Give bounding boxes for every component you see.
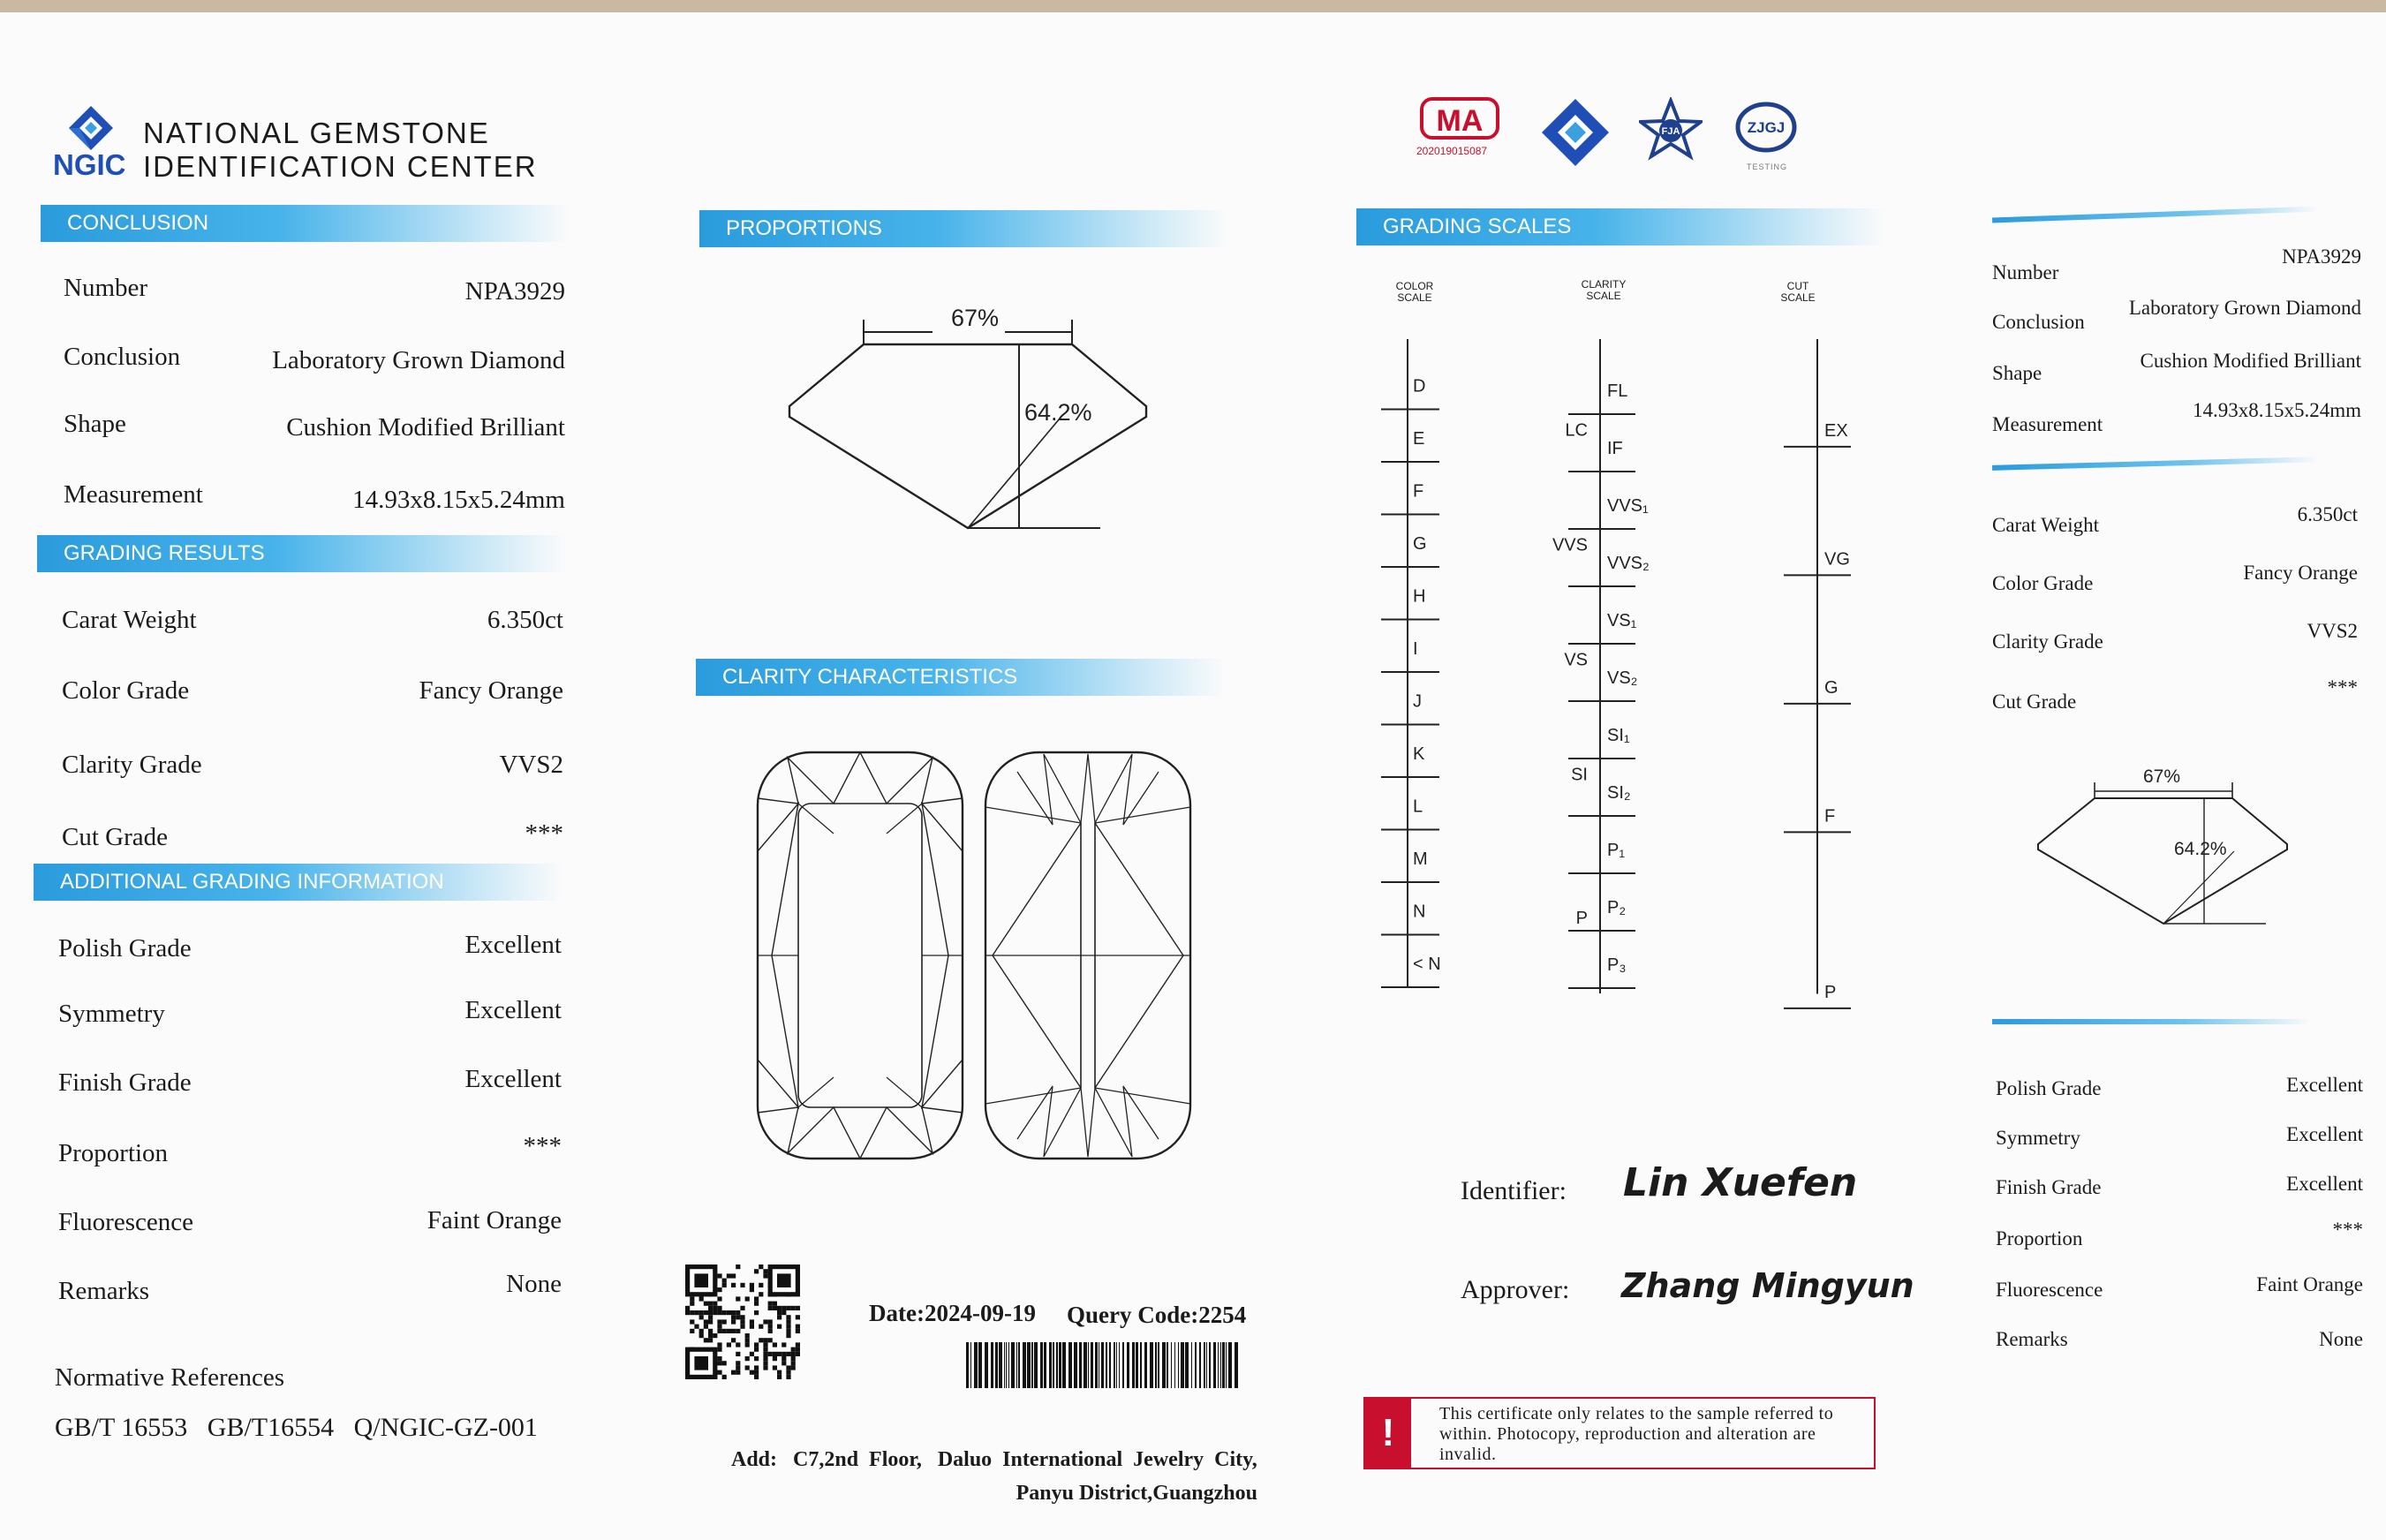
ngic-mark-icon xyxy=(1540,97,1611,168)
grading-label: Carat Weight xyxy=(62,606,197,634)
summary-grade-row xyxy=(1992,503,2358,549)
cut-grade-label: F xyxy=(1824,806,1836,827)
conclusion-row xyxy=(64,480,565,516)
summary-grade-row xyxy=(1992,562,2358,608)
summary-bottom-label: Fluorescence xyxy=(1996,1279,2103,1301)
summary-grade-value: 6.350ct xyxy=(2297,503,2358,525)
grading-label: Color Grade xyxy=(62,676,190,705)
org-name-line2: IDENTIFICATION CENTER xyxy=(143,150,538,183)
conclusion-row xyxy=(64,410,565,445)
clarity-group-label: VS xyxy=(1564,650,1588,670)
svg-text:MA: MA xyxy=(1436,104,1484,138)
summary-top-row xyxy=(1992,297,2361,346)
fja-logo xyxy=(1639,97,1703,161)
clarity-group-label: P xyxy=(1575,909,1588,928)
summary-top-label: Number xyxy=(1992,261,2059,283)
summary-top-row xyxy=(1992,245,2361,297)
normative-refs: GB/T 16553 GB/T16554 Q/NGIC-GZ-001 xyxy=(55,1413,538,1442)
summary-bottom-value: Faint Orange xyxy=(2256,1273,2363,1295)
query-code: Query Code:2254 xyxy=(1067,1302,1247,1328)
approver-label: Approver: xyxy=(1461,1275,1570,1304)
summary-proportion-diagram xyxy=(2031,756,2314,932)
grading-row xyxy=(62,676,563,712)
summary-bottom-row xyxy=(1996,1219,2363,1263)
conclusion-row xyxy=(64,274,565,309)
qr-code[interactable] xyxy=(685,1264,800,1379)
additional-value: Excellent xyxy=(464,996,562,1024)
color-grade-label: I xyxy=(1413,639,1418,659)
additional-header: ADDITIONAL GRADING INFORMATION xyxy=(34,864,563,901)
additional-value: Faint Orange xyxy=(427,1206,562,1234)
summary-grade-value: Fancy Orange xyxy=(2243,562,2358,584)
color-grade-label: F xyxy=(1413,481,1424,502)
additional-row xyxy=(58,1132,562,1174)
clarity-grade-label: SI₁ xyxy=(1607,726,1630,745)
summary-top-value: 14.93x8.15x5.24mm xyxy=(2192,399,2361,421)
color-grade-label: D xyxy=(1413,376,1426,396)
clarity-characteristics-header: CLARITY CHARACTERISTICS xyxy=(696,659,1226,696)
clarity-plot-diagram xyxy=(752,745,1194,1169)
clarity-grade-label: P₃ xyxy=(1607,955,1627,975)
summary-bottom-value: *** xyxy=(2332,1219,2363,1241)
summary-table-percent: 67% xyxy=(2142,766,2181,787)
clarity-grade-label: SI₂ xyxy=(1607,783,1631,803)
identifier-label: Identifier: xyxy=(1461,1176,1567,1205)
additional-label: Symmetry xyxy=(58,1000,165,1028)
cut-grade-label: EX xyxy=(1824,420,1848,441)
additional-row xyxy=(58,1270,562,1312)
clarity-grade-label: FL xyxy=(1607,381,1628,401)
summary-top-label: Conclusion xyxy=(1992,311,2085,333)
additional-label: Polish Grade xyxy=(58,934,192,962)
paper-edge xyxy=(0,0,2386,12)
svg-text:FJA: FJA xyxy=(1661,126,1680,137)
summary-grade-label: Cut Grade xyxy=(1992,691,2077,713)
clarity-group-label: LC xyxy=(1565,420,1588,441)
ngic-abbr: NGIC xyxy=(53,148,126,181)
grading-scales-header: GRADING SCALES xyxy=(1356,208,1886,245)
summary-top-label: Measurement xyxy=(1992,413,2103,435)
grading-value: 6.350ct xyxy=(487,606,563,634)
summary-bottom-label: Symmetry xyxy=(1996,1127,2080,1149)
clarity-scale-title: CLARITY SCALE xyxy=(1581,278,1627,302)
zjgj-sub: TESTING xyxy=(1747,162,1788,171)
warning-icon: ! xyxy=(1365,1399,1411,1468)
address-line1: Add: C7,2nd Floor, Daluo International Jewelry City, xyxy=(731,1448,1257,1471)
additional-label: Proportion xyxy=(58,1139,169,1167)
conclusion-value: 14.93x8.15x5.24mm xyxy=(352,486,565,514)
summary-bottom-value: None xyxy=(2319,1328,2363,1350)
cut-grade-label: VG xyxy=(1824,549,1850,570)
summary-grade-value: *** xyxy=(2327,676,2358,698)
depth-percent: 64.2% xyxy=(1024,399,1092,426)
summary-bottom-row xyxy=(1996,1273,2363,1314)
disclaimer-text: This certificate only relates to the sample referred to within. Photocopy, reproduction and alteration are invalid. xyxy=(1439,1404,1834,1464)
additional-label: Finish Grade xyxy=(58,1068,192,1097)
clarity-group-label: VVS xyxy=(1552,535,1588,555)
color-grade-label: K xyxy=(1413,744,1425,764)
cut-scale-title: CUT SCALE xyxy=(1780,280,1816,304)
summary-bottom-row xyxy=(1996,1123,2363,1162)
org-name-line1: NATIONAL GEMSTONE xyxy=(143,117,490,149)
clarity-grade-label: VS₂ xyxy=(1607,668,1638,688)
summary-bottom-label: Polish Grade xyxy=(1996,1077,2102,1099)
summary-bottom-label: Finish Grade xyxy=(1996,1176,2102,1198)
conclusion-label: Shape xyxy=(64,410,126,438)
summary-top-value: NPA3929 xyxy=(2282,245,2361,268)
summary-grade-row xyxy=(1992,676,2358,726)
additional-row xyxy=(58,996,562,1035)
cma-number: 202019015087 xyxy=(1416,145,1488,157)
summary-grade-row xyxy=(1992,620,2358,666)
color-grade-label: J xyxy=(1413,691,1422,712)
address-line2: Panyu District,Guangzhou xyxy=(1016,1482,1257,1505)
clarity-grade-label: VVS₂ xyxy=(1607,554,1650,573)
proportions-header: PROPORTIONS xyxy=(699,210,1229,247)
clarity-grade-label: VS₁ xyxy=(1607,611,1637,630)
color-scale-title: COLOR SCALE xyxy=(1395,280,1434,304)
additional-row xyxy=(58,931,562,970)
additional-value: Excellent xyxy=(464,931,562,959)
conclusion-label: Measurement xyxy=(64,480,203,509)
summary-top-value: Laboratory Grown Diamond xyxy=(2128,297,2361,319)
summary-top-value: Cushion Modified Brilliant xyxy=(2140,350,2361,372)
summary-top-row xyxy=(1992,399,2361,449)
table-percent: 67% xyxy=(950,305,1000,331)
additional-value: *** xyxy=(523,1132,562,1160)
conclusion-row xyxy=(64,343,565,378)
grading-results-header: GRADING RESULTS xyxy=(37,535,567,572)
grading-label: Clarity Grade xyxy=(62,751,202,779)
summary-top-row xyxy=(1992,350,2361,397)
approver-signature: Zhang Mingyun xyxy=(1621,1266,1914,1305)
grading-row xyxy=(62,606,563,641)
summary-bottom-label: Remarks xyxy=(1996,1328,2068,1350)
summary-bottom-row xyxy=(1996,1328,2363,1363)
issue-date: Date:2024-09-19 xyxy=(869,1300,1036,1326)
additional-value: None xyxy=(506,1270,562,1298)
grading-row xyxy=(62,751,563,786)
grading-value: VVS2 xyxy=(499,751,563,779)
color-grade-label: L xyxy=(1413,796,1423,817)
additional-label: Remarks xyxy=(58,1277,150,1305)
grading-value: *** xyxy=(525,819,563,848)
proportion-diagram xyxy=(777,286,1157,542)
identifier-signature: Lin Xuefen xyxy=(1623,1160,1858,1205)
summary-bottom-row xyxy=(1996,1173,2363,1212)
summary-grade-label: Clarity Grade xyxy=(1992,630,2103,653)
clarity-group-label: SI xyxy=(1571,765,1588,785)
summary-bottom-row xyxy=(1996,1074,2363,1113)
summary-depth-percent: 64.2% xyxy=(2174,839,2227,859)
zjgj-logo xyxy=(1734,101,1798,154)
grading-label: Cut Grade xyxy=(62,823,168,851)
summary-divider-mid xyxy=(1992,457,2319,471)
certificate-sheet xyxy=(0,12,2386,1540)
summary-top-label: Shape xyxy=(1992,362,2042,384)
clarity-grade-label: P₂ xyxy=(1607,898,1627,917)
cut-grade-label: P xyxy=(1824,982,1837,1002)
summary-bottom-value: Excellent xyxy=(2286,1173,2363,1195)
clarity-grade-label: P₁ xyxy=(1607,841,1626,860)
additional-row xyxy=(58,1065,562,1104)
clarity-grade-label: VVS₁ xyxy=(1607,496,1649,516)
conclusion-value: NPA3929 xyxy=(464,277,565,306)
summary-grade-label: Carat Weight xyxy=(1992,514,2099,536)
color-grade-label: E xyxy=(1413,429,1425,449)
conclusion-label: Conclusion xyxy=(64,343,181,371)
conclusion-value: Cushion Modified Brilliant xyxy=(286,413,565,442)
summary-grade-value: VVS2 xyxy=(2307,620,2358,642)
cut-grade-label: G xyxy=(1824,677,1839,698)
additional-label: Fluorescence xyxy=(58,1208,193,1236)
conclusion-value: Laboratory Grown Diamond xyxy=(272,346,565,374)
barcode xyxy=(964,1342,1243,1388)
summary-bottom-label: Proportion xyxy=(1996,1227,2083,1249)
summary-divider-top xyxy=(1992,207,2319,223)
conclusion-header: CONCLUSION xyxy=(41,205,570,242)
clarity-grade-label: IF xyxy=(1607,439,1623,458)
color-grade-label: < N xyxy=(1413,955,1441,974)
grading-scales-chart xyxy=(1369,339,1881,1028)
summary-grade-label: Color Grade xyxy=(1992,572,2094,594)
grading-value: Fancy Orange xyxy=(419,676,563,705)
normative-title: Normative References xyxy=(55,1363,285,1392)
additional-value: Excellent xyxy=(464,1065,562,1093)
summary-divider-bottom xyxy=(1992,1019,2310,1024)
conclusion-label: Number xyxy=(64,274,148,302)
disclaimer-box xyxy=(1363,1397,1876,1469)
color-grade-label: G xyxy=(1413,534,1427,554)
color-grade-label: N xyxy=(1413,902,1426,922)
color-grade-label: M xyxy=(1413,849,1428,869)
summary-bottom-value: Excellent xyxy=(2286,1123,2363,1145)
additional-row xyxy=(58,1208,562,1243)
summary-bottom-value: Excellent xyxy=(2286,1074,2363,1096)
grading-row xyxy=(62,819,563,858)
svg-text:ZJGJ: ZJGJ xyxy=(1747,119,1786,136)
color-grade-label: H xyxy=(1413,586,1426,607)
